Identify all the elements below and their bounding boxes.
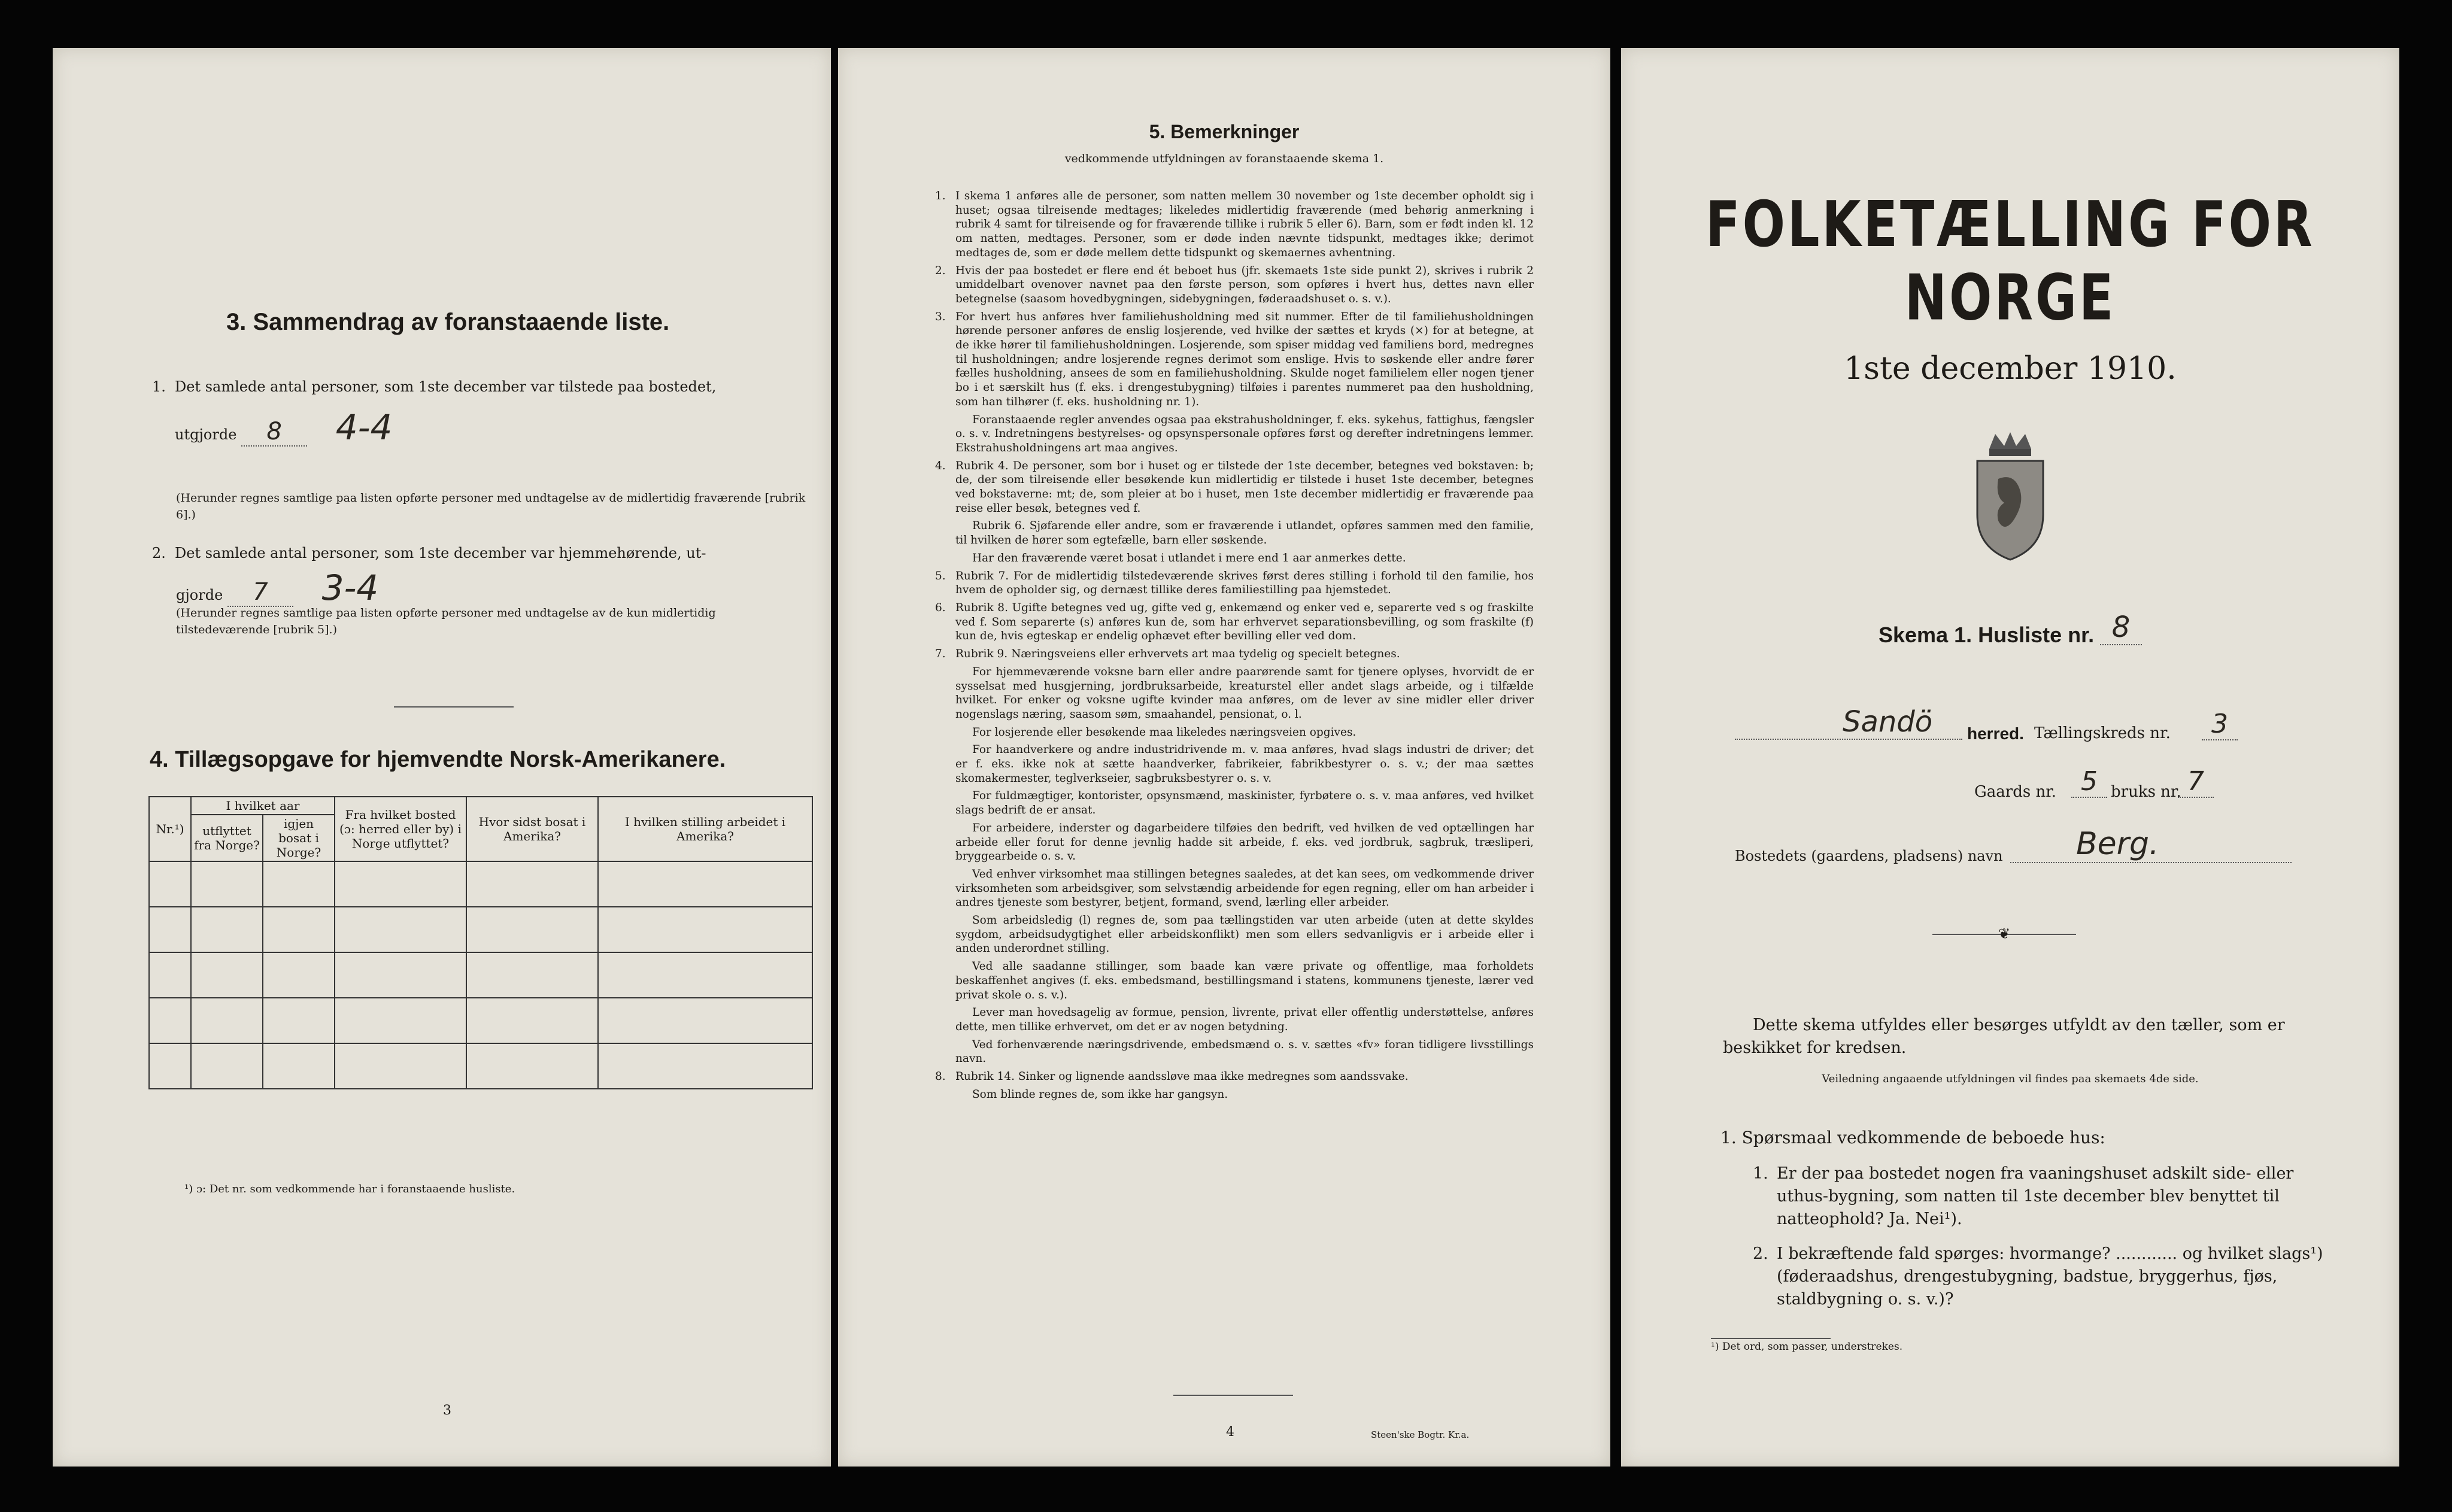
remark-item: [935, 189, 1534, 260]
remark-item: [935, 647, 1534, 1066]
table-footnote: ¹) ɔ: Det nr. som vedkommende har i foranstaaende husliste.: [184, 1183, 515, 1195]
question-text: Er der paa bostedet nogen fra vaaningshuset adskilt side- eller uthus-bygning, som natten til 1ste december blev benyttet til natteophold? Ja. Nei¹).: [1777, 1164, 2294, 1228]
taellingskreds-value: 3: [2202, 709, 2238, 740]
question-1: [1753, 1162, 2339, 1231]
remark-paragraph: For hjemmeværende voksne barn eller andre paarørende samt for tjenere oplyses, hvorvidt de er sysselsat med husgjerning, jordbruksarbeide, kreaturstel eller andet slags arbeide, og i tilfælde hvilket. For enker og voksne ugifte kvinder maa anføres, om de lever av sine midler eller driver nogenslags næring, saasom søm, smaahandel, pensionat, o. l.: [955, 665, 1534, 721]
remark-paragraph: Ved forhenværende næringsdrivende, embedsmænd o. s. v. sættes «fv» foran tidligere livsstillings navn.: [955, 1038, 1534, 1065]
remark-paragraph: Har den fraværende været bosat i utlandet i mere end 1 aar anmerkes dette.: [972, 551, 1406, 564]
item-number: 1.: [152, 378, 166, 395]
remark-number: 8.: [935, 1070, 946, 1083]
ornament-icon: ❦: [1998, 925, 2011, 942]
question-number: 2.: [1753, 1244, 1768, 1263]
remark-paragraph: Ved enhver virksomhet maa stillingen betegnes saaledes, at det kan sees, om vedkommende driver virksomheten som arbeidsgiver, som selvstændig arbeidende for egen regning, eller om han arbeider i andres tjeneste som bestyrer, betjent, formand, svend, lærling eller arbeider.: [955, 867, 1534, 909]
remark-paragraph: Ved alle saadanne stillinger, som baade kan være private og offentlige, maa forholdets beskaffenhet angives (f. eks. embedsmand, bestillingsmand i statens, kommunens tjeneste, lærer ved privat skole o. s. v.).: [955, 960, 1534, 1001]
table-row: [149, 907, 812, 952]
remark-number: 1.: [935, 190, 946, 202]
remark-item: [935, 569, 1534, 597]
summary-item-2: [152, 545, 817, 561]
remark-paragraph: Rubrik 14. Sinker og lignende aandssløve maa ikke medregnes som aandssvake.: [955, 1070, 1409, 1083]
census-date: 1ste december 1910.: [1844, 351, 2177, 387]
table-row: [149, 952, 812, 998]
item-number: 2.: [152, 545, 166, 561]
col-bosat-amerika: Hvor sidst bosat i Amerika?: [466, 797, 598, 861]
remark-number: 2.: [935, 264, 946, 277]
remark-paragraph: For losjerende eller besøkende maa likeledes næringsveien opgives.: [972, 725, 1357, 739]
page-number: 3: [443, 1403, 451, 1418]
intro-text: Dette skema utfyldes eller besørges utfyldt av den tæller, som er beskikket for kredsen.: [1723, 1016, 2285, 1057]
remark-number: 6.: [935, 601, 946, 614]
remark-paragraph: Lever man hovedsagelig av formue, pension, livrente, privat eller offentlig understøttelse, anføres dette, men tillike erhvervet, om det er av nogen betydning.: [955, 1006, 1534, 1033]
tilstede-extra: 4-4: [335, 407, 393, 448]
utgjorde-line-2: [176, 567, 378, 608]
page-right: [1621, 48, 2399, 1467]
remark-paragraph: Rubrik 9. Næringsveiens eller erhvervets art maa tydelig og specielt betegnes.: [955, 648, 1400, 661]
remark-paragraph: For hvert hus anføres hver familiehusholdning med sit nummer. Efter de til familiehusholdningen hørende personer anføres de enslig losjerende, ved hvilke der sættes et kryds (×) for at betegne, at de ikke hører til familiehusholdningen. Losjerende, som spiser middag ved familiens bord, medregnes til husholdningen; andre losjerende regnes derimot som enslige. Hvis to søskende eller andre fører fælles husholdning, ansees de som en familiehusholdning. Skulde noget familielem eller nogen tjener bo i et særskilt hus (f. eks. i drengestubygning) tilføies i parentes nummeret paa den husholdning, som han tilhører (f. eks. husholdning nr. 1).: [955, 310, 1534, 408]
utgjorde-label: utgjorde: [175, 426, 237, 443]
item-text: Det samlede antal personer, som 1ste december var hjemmehørende, ut-: [175, 545, 706, 561]
hjemmehoerende-count: 7: [227, 578, 293, 607]
remark-number: 5.: [935, 569, 946, 582]
item-text: Det samlede antal personer, som 1ste december var tilstede paa bostedet,: [175, 378, 717, 395]
summary-note-1: (Herunder regnes samtlige paa listen opførte personer med undtagelse av de midlertidig fraværende [rubrik 6].): [176, 491, 806, 521]
col-igjen-bosat: igjen bosat i Norge?: [263, 815, 335, 861]
utgjorde-label: gjorde: [176, 587, 223, 603]
remark-number: 3.: [935, 310, 946, 323]
remark-item: [935, 310, 1534, 456]
remark-paragraph: Som arbeidsledig (l) regnes de, som paa tællingstiden var uten arbeide (uten at dette skyldes sygdom, arbeidsudygtighet eller arbeidskonflikt) men som ellers sedvanligvis er i arbeide eller i anden underordnet stilling.: [955, 914, 1534, 955]
remark-item: [935, 459, 1534, 566]
col-utflyttet: utflyttet fra Norge?: [191, 815, 263, 861]
question-heading: 1. Spørsmaal vedkommende de beboede hus:: [1720, 1128, 2105, 1147]
section3-title: 3. Sammendrag av foranstaaende liste.: [226, 309, 670, 335]
col-group-aar: I hvilket aar: [191, 797, 335, 815]
remark-paragraph: Rubrik 6. Sjøfarende eller andre, som er fraværende i utlandet, opføres sammen med den familie, til hvilken de hører som egtefælle, barn eller søskende.: [955, 520, 1534, 547]
table-row: [149, 998, 812, 1043]
printer-credit: Steen'ske Bogtr. Kr.a.: [1371, 1429, 1470, 1440]
summary-note-2: (Herunder regnes samtlige paa listen opførte personer med undtagelse av de kun midlertidig tilstedeværende [rubrik 5].): [176, 606, 716, 636]
remark-number: 4.: [935, 459, 946, 472]
table-row: [149, 1043, 812, 1089]
table-row: [149, 861, 812, 907]
bosted-value: Berg.: [2010, 826, 2292, 863]
remark-paragraph: Hvis der paa bostedet er flere end ét beboet hus (jfr. skemaets 1ste side punkt 2), skrives i rubrik 2 umiddelbart ovenover navnet paa den første person, som opføres i hvert hus, dettes navn eller betegnelse (saasom hovedbygningen, sidebygningen, føderaadshuset o. s. v.).: [955, 264, 1534, 305]
page-middle: [838, 48, 1610, 1467]
summary-item-1: [152, 378, 817, 395]
remark-item: [935, 601, 1534, 643]
remark-paragraph: For haandverkere og andre industridrivende m. v. maa anføres, hvad slags industri de driver; det er f. eks. ikke nok at sætte haandverker, fabrikeier, fabrikbestyrer o. s. v.; der maa sættes skomakermester, teglverkseier, sagbruksbestyrer o. s. v.: [955, 743, 1534, 785]
gaards-label: Gaards nr.: [1974, 783, 2057, 801]
right-footnote: ¹) Det ord, som passer, understrekes.: [1711, 1341, 1903, 1353]
remark-paragraph: For fuldmægtiger, kontorister, opsynsmænd, maskinister, fyrbøtere o. s. v. maa anføres, ved hvilket slags bedrift de er ansat.: [955, 790, 1534, 817]
remark-number: 7.: [935, 648, 946, 661]
remark-paragraph: For arbeidere, inderster og dagarbeidere tilføies den bedrift, ved hvilken de ved optællingen har arbeide eller forut for denne jevnlig hadde sit arbeide, f. eks. ved jordbruk, sagbruk, træsliperi, bryggearbeide o. s. v.: [955, 821, 1534, 863]
section4-title: 4. Tillægsopgave for hjemvendte Norsk-Amerikanere.: [150, 747, 726, 772]
hjemmehoerende-extra: 3-4: [321, 567, 379, 608]
remark-paragraph: Rubrik 4. De personer, som bor i huset og er tilstede der 1ste december, betegnes ved bokstaven: b; de, der som tilreisende eller besøkende kun midlertidig er tilstede i huset 1ste december, betegnes ved bokstaverne: mt; de, som pleier at bo i huset, men 1ste december midlertidig er fraværende paa reise eller besøk, betegnes ved f.: [955, 459, 1534, 515]
remark-item: [935, 1070, 1534, 1101]
herred-value: Sandö: [1735, 705, 1962, 740]
remarks-subtitle: vedkommende utfyldningen av foranstaaende skema 1.: [1064, 152, 1384, 165]
remarks-title: 5. Bemerkninger: [1149, 121, 1300, 142]
census-title: FOLKETÆLLING FOR NORGE: [1706, 187, 2315, 335]
remark-paragraph: Rubrik 8. Ugifte betegnes ved ug, gifte ved g, enkemænd og enker ved e, separerte ved s og fraskilte ved f. Som separerte (s) anføres kun de, som har erhvervet separationsbevilling, og som fraskilte (f) kun de, hvis egteskap er endelig ophævet efter bevilling eller ved dom.: [955, 601, 1534, 643]
husliste-nr: 8: [2100, 611, 2142, 645]
col-nr: Nr.¹): [149, 797, 191, 861]
bosted-label: Bostedets (gaardens, pladsens) navn: [1735, 848, 2003, 864]
divider: [1173, 1395, 1293, 1396]
col-stilling: I hvilken stilling arbeidet i Amerika?: [598, 797, 812, 861]
veiledning-note: Veiledning angaaende utfyldningen vil findes paa skemaets 4de side.: [1822, 1073, 2199, 1085]
herred-label: herred.: [1967, 724, 2024, 743]
coat-of-arms-icon: [1968, 431, 2052, 563]
question-2: [1753, 1243, 2339, 1311]
divider: [394, 706, 514, 708]
page-left: [53, 48, 831, 1467]
tilstede-count: 8: [241, 418, 307, 447]
col-fra-bosted: Fra hvilket bosted (ɔ: herred eller by) i Norge utflyttet?: [335, 797, 466, 861]
remarks-list: [935, 189, 1534, 1105]
taellingskreds-label: Tællingskreds nr.: [2034, 724, 2171, 742]
bruks-label: bruks nr.: [2111, 783, 2181, 801]
page-number: 4: [1226, 1425, 1234, 1440]
remark-paragraph: Foranstaaende regler anvendes ogsaa paa ekstrahusholdninger, f. eks. sykehus, fattighus, fængsler o. s. v. Indretningens bestyrelses- og opsynspersonale opføres først og derefter indretningens lemmer. Ekstrahusholdningens art maa angives.: [955, 413, 1534, 454]
remark-paragraph: Som blinde regnes de, som ikke har gangsyn.: [972, 1088, 1228, 1101]
divider: [1711, 1338, 1831, 1339]
bruks-value: 7: [2178, 766, 2214, 798]
question-number: 1.: [1753, 1164, 1768, 1183]
question-text: I bekræftende fald spørges: hvormange? ............ og hvilket slags¹) (føderaadshus, drengestubygning, badstue, bryggerhus, fjøs, staldbygning o. s. v.)?: [1777, 1244, 2323, 1308]
gaards-value: 5: [2071, 766, 2107, 798]
skema-label: Skema 1. Husliste nr.: [1879, 623, 2095, 647]
remark-paragraph: Rubrik 7. For de midlertidig tilstedeværende skrives først deres stilling i forhold til den familie, hos hvem de opholder sig, og dernæst tillike deres familiestilling paa hjemstedet.: [955, 569, 1534, 597]
remark-paragraph: I skema 1 anføres alle de personer, som natten mellem 30 november og 1ste december opholdt sig i huset; ogsaa tilreisende medtages; likeledes midlertidig fraværende (med behørig anmerkning i rubrik 4 samt for tilreisende og for fraværende tillike i rubrik 5 eller 6). Barn, som er født inden kl. 12 om natten, medtages. Personer, som er døde inden nævnte tidspunkt, medtages ikke; derimot medtages de, som er døde mellem dette tidspunkt og skemaernes avhentning.: [955, 190, 1534, 259]
remark-item: [935, 264, 1534, 306]
norsk-amerikanere-table: [148, 796, 813, 1089]
utgjorde-line-1: [175, 407, 392, 448]
